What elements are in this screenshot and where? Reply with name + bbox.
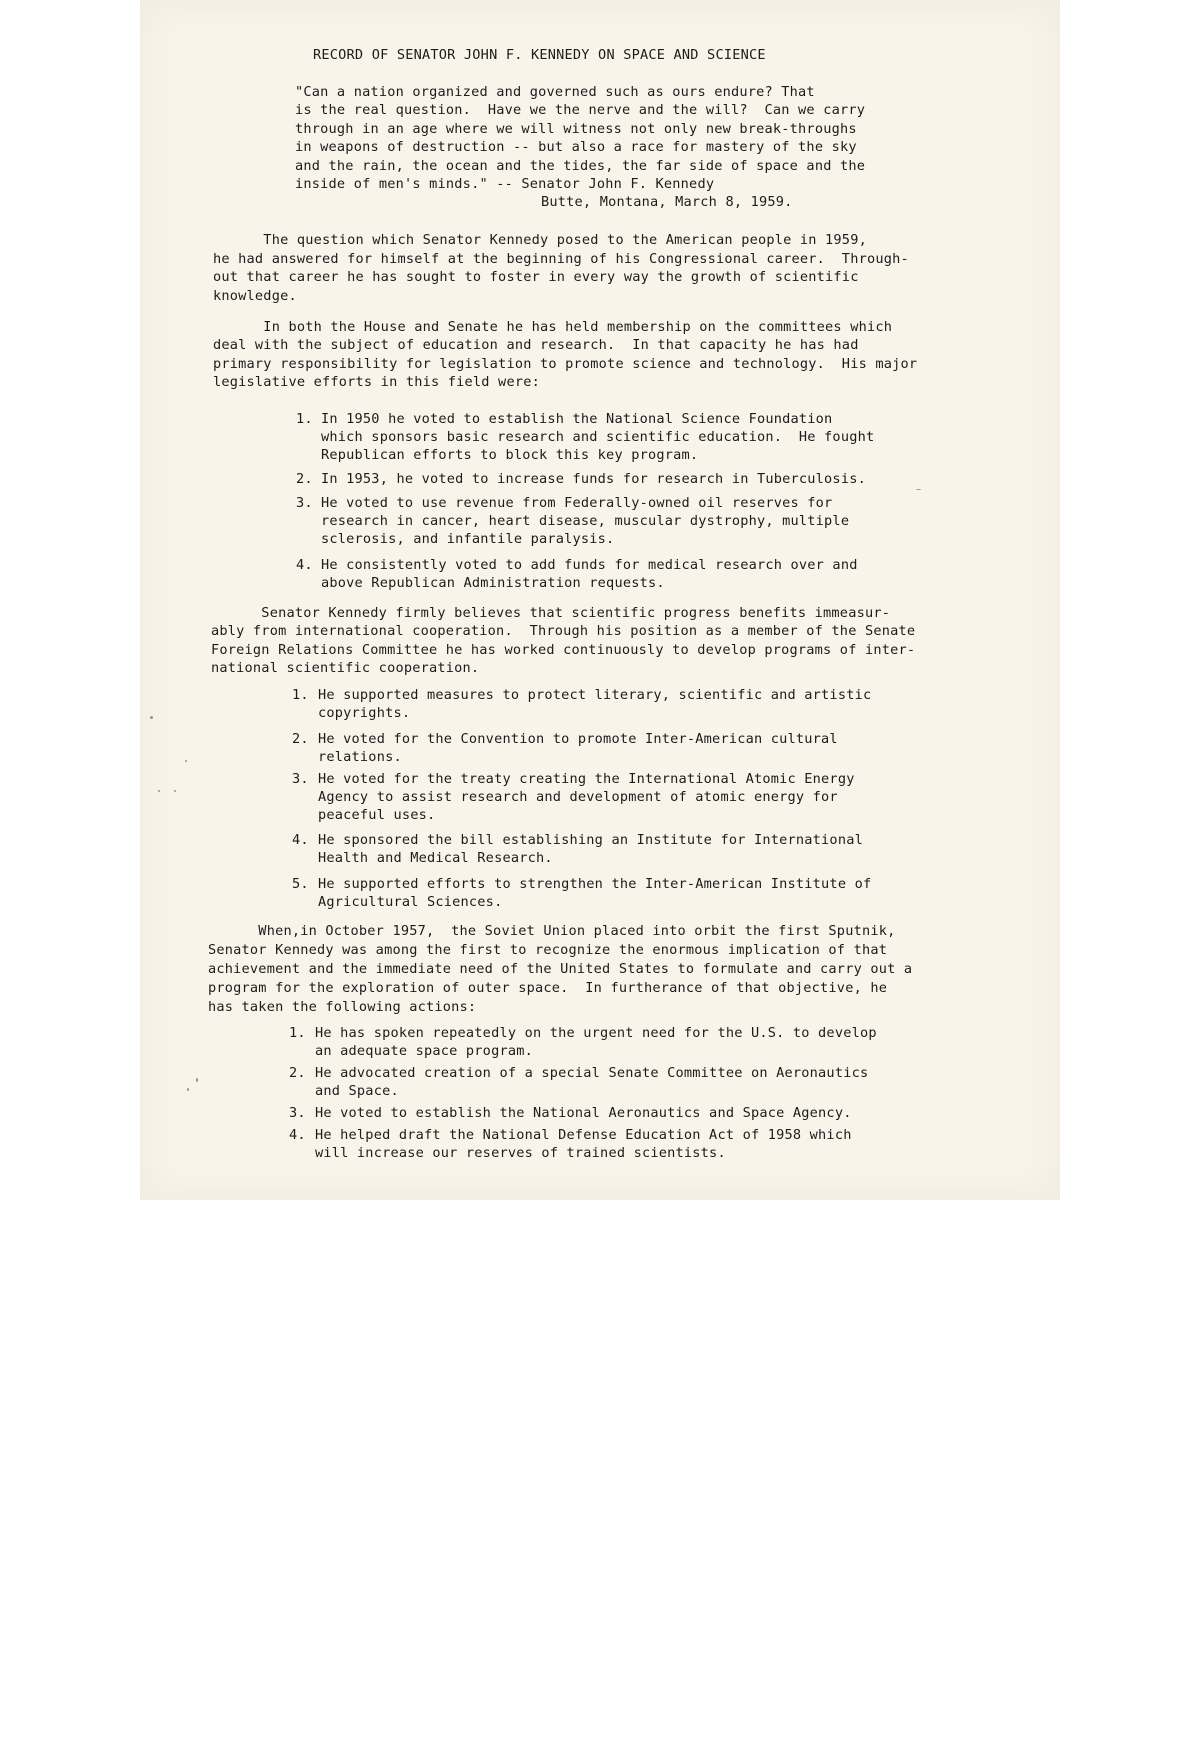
list-item-line: He sponsored the bill establishing an Institute for International [318, 832, 863, 848]
paper-speck [196, 1078, 198, 1082]
list-number: 3. [289, 1105, 306, 1121]
list-item-line: copyrights. [318, 705, 411, 721]
paragraph-line: Senator Kennedy firmly believes that scientific progress benefits immeasur- [211, 605, 891, 621]
paper-speck [150, 716, 153, 719]
list-number: 1. [292, 687, 309, 703]
list-item-line: Agricultural Sciences. [318, 894, 503, 910]
paragraph-line: national scientific cooperation. [211, 660, 480, 676]
list-item-line: above Republican Administration requests. [321, 575, 665, 591]
quote-line: in weapons of destruction -- but also a race for mastery of the sky [295, 139, 857, 155]
paragraph-line: out that career he has sought to foster in every way the growth of scientific [213, 269, 859, 285]
list-item-line: In 1950 he voted to establish the National Science Foundation [321, 411, 833, 427]
quote-line: through in an age where we will witness not only new break-throughs [295, 121, 857, 137]
list-item-line: He advocated creation of a special Senate Committee on Aeronautics [315, 1065, 869, 1081]
list-number: 2. [292, 731, 309, 747]
paragraph-line: knowledge. [213, 288, 297, 304]
paper-speck [158, 790, 160, 792]
paragraph-line: In both the House and Senate he has held membership on the committees which [213, 319, 893, 335]
list-item-line: Agency to assist research and development of atomic energy for [318, 789, 838, 805]
list-number: 2. [289, 1065, 306, 1081]
list-number: 4. [296, 557, 313, 573]
list-number: 2. [296, 471, 313, 487]
list-item-line: He supported measures to protect literary, scientific and artistic [318, 687, 872, 703]
list-item-line: sclerosis, and infantile paralysis. [321, 531, 615, 547]
quote-line: is the real question. Have we the nerve and the will? Can we carry [295, 102, 866, 118]
paper-speck [185, 760, 187, 762]
list-item-line: Health and Medical Research. [318, 850, 553, 866]
list-item-line: He has spoken repeatedly on the urgent need for the U.S. to develop [315, 1025, 877, 1041]
paragraph-line: ably from international cooperation. Through his position as a member of the Senate [211, 623, 916, 639]
list-number: 1. [296, 411, 313, 427]
list-item-line: He voted to establish the National Aeronautics and Space Agency. [315, 1105, 852, 1121]
list-number: 5. [292, 876, 309, 892]
list-item-line: relations. [318, 749, 402, 765]
list-number: 4. [289, 1127, 306, 1143]
list-item-line: and Space. [315, 1083, 399, 1099]
paragraph-line: Foreign Relations Committee he has worked continuously to develop programs of inter- [211, 642, 916, 658]
quote-line: and the rain, the ocean and the tides, the far side of space and the [295, 158, 866, 174]
list-item-line: He voted for the treaty creating the International Atomic Energy [318, 771, 855, 787]
paragraph-line: he had answered for himself at the beginning of his Congressional career. Through- [213, 251, 909, 267]
paragraph-line: deal with the subject of education and research. In that capacity he has had [213, 337, 859, 353]
list-item-line: In 1953, he voted to increase funds for research in Tuberculosis. [321, 471, 866, 487]
quote-line: "Can a nation organized and governed such as ours endure? That [295, 84, 815, 100]
paragraph-line: program for the exploration of outer space. In furtherance of that objective, he [208, 980, 888, 996]
paragraph-line: primary responsibility for legislation to promote science and technology. His major [213, 356, 918, 372]
list-number: 4. [292, 832, 309, 848]
list-item-line: Republican efforts to block this key program. [321, 447, 699, 463]
list-number: 3. [292, 771, 309, 787]
paper-speck [174, 790, 176, 792]
list-item-line: will increase our reserves of trained scientists. [315, 1145, 726, 1161]
list-item-line: an adequate space program. [315, 1043, 533, 1059]
paper-speck [916, 489, 921, 490]
list-number: 3. [296, 495, 313, 511]
paragraph-line: achievement and the immediate need of the United States to formulate and carry out a [208, 961, 913, 977]
paragraph-line: has taken the following actions: [208, 999, 477, 1015]
paper-speck [187, 1088, 189, 1091]
paragraph-line: Senator Kennedy was among the first to recognize the enormous implication of that [208, 942, 888, 958]
paragraph-line: The question which Senator Kennedy posed to the American people in 1959, [213, 232, 867, 248]
list-item-line: peaceful uses. [318, 807, 436, 823]
list-item-line: He consistently voted to add funds for medical research over and [321, 557, 858, 573]
paragraph-line: legislative efforts in this field were: [213, 374, 540, 390]
list-item-line: He helped draft the National Defense Education Act of 1958 which [315, 1127, 852, 1143]
list-item-line: He voted for the Convention to promote Inter-American cultural [318, 731, 838, 747]
quote-line: inside of men's minds." -- Senator John F. Kennedy [295, 176, 715, 192]
list-item-line: He supported efforts to strengthen the Inter-American Institute of [318, 876, 872, 892]
list-number: 1. [289, 1025, 306, 1041]
list-item-line: He voted to use revenue from Federally-owned oil reserves for [321, 495, 833, 511]
quote-attribution: Butte, Montana, March 8, 1959. [541, 194, 793, 210]
list-item-line: which sponsors basic research and scientific education. He fought [321, 429, 875, 445]
list-item-line: research in cancer, heart disease, muscular dystrophy, multiple [321, 513, 850, 529]
paragraph-line: When,in October 1957, the Soviet Union placed into orbit the first Sputnik, [208, 923, 896, 939]
document-title: RECORD OF SENATOR JOHN F. KENNEDY ON SPACE AND SCIENCE [313, 47, 766, 63]
